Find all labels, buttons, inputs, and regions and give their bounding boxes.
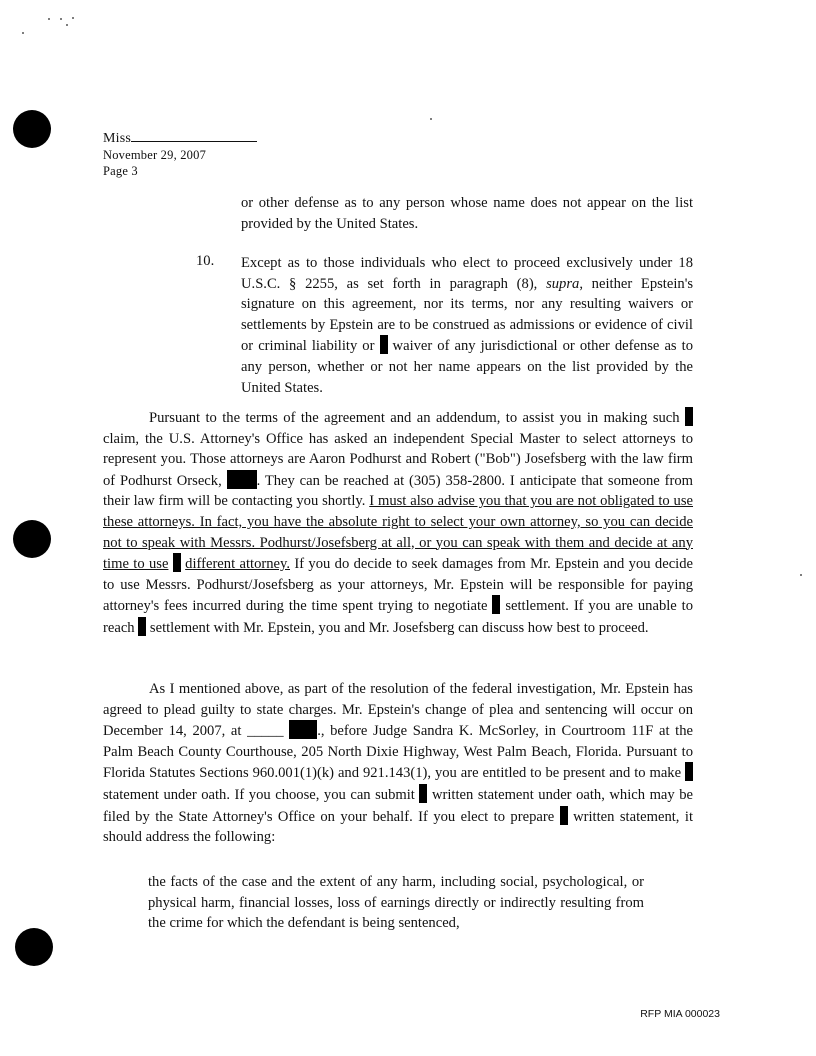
para1-text-f: settlement with Mr. Epstein, you and Mr. Josefsberg can discuss how best to proceed. [149, 619, 649, 636]
recipient-label: Miss [103, 131, 132, 146]
item-10-text-b: , neither Epstein's signature on this agreement, nor its terms, nor any resulting waivers or settlements by Epstein are to be construed as admissions or evidence of civil or criminal liability or [241, 275, 694, 355]
item-10-text-a: Except as to those individuals who elect to proceed exclusively under 18 U.S.C. § 2255, as set forth in paragraph (8), [241, 255, 693, 292]
scan-speck [800, 574, 802, 576]
item-10-paragraph [241, 253, 693, 398]
para1-text-b: claim, the U.S. Attorney's Office has asked an independent Special Master to select attorneys to represent you. Those attorneys are Aaron Podhurst and Robert ("Bob") Josefsberg with the law firm of Podhurst Orseck, [103, 430, 693, 489]
attorneys-paragraph [103, 407, 693, 639]
letter-date: November 29, 2007 [103, 148, 207, 162]
para1-underlined-a: I must also advise you that you are not obligated to use these attorneys. In fact, you have the absolute right to select your own attorney, so you can decide not to speak with Messrs. Podhurst/Josefsberg at all, or you can speak with them and decide at any time to use [103, 493, 694, 573]
punch-hole-middle [13, 520, 51, 558]
redaction-box [173, 553, 181, 572]
continuation-text: or other defense as to any person whose name does not appear on the list provided by the United States. [241, 195, 693, 232]
continuation-paragraph [241, 193, 693, 234]
para2-text-c: statement under oath. If you choose, you can submit [103, 786, 415, 803]
scan-speck [430, 118, 432, 120]
redaction-box [685, 407, 693, 426]
redaction-box [380, 335, 388, 354]
punch-hole-top [13, 110, 51, 148]
para1-text-a: Pursuant to the terms of the agreement and an addendum, to assist you in making such [149, 410, 680, 426]
para1-underlined-b: different attorney. [185, 556, 290, 573]
para2-text-b: ., before Judge Sandra K. McSorley, in Courtroom 11F at the Palm Beach County Courthouse, 205 North Dixie Highway, West Palm Beach, Florida. Pursuant to Florida Statutes Sections 960.001(1)(k) and 921.143(1), you are entitled to be present and to make [103, 723, 693, 782]
recipient-blank [131, 132, 257, 142]
item-number: 10. [196, 253, 215, 269]
redaction-box [685, 762, 693, 781]
scan-speck [66, 24, 68, 26]
para1-text-e: settlement. If you are unable to reach [103, 598, 694, 636]
scan-speck [60, 18, 62, 20]
plea-paragraph [103, 679, 693, 848]
redaction-box [419, 784, 427, 803]
punch-hole-bottom [15, 928, 53, 966]
page-number: Page 3 [103, 164, 138, 178]
redaction-box [560, 806, 568, 825]
para2-text-a: As I mentioned above, as part of the resolution of the federal investigation, Mr. Epstein has agreed to plead guilty to state charges. Mr. Epstein's change of plea and sentencing will occur on December 14, 2007, at _____ [103, 681, 693, 740]
redaction-box [492, 595, 500, 614]
item-10-supra: supra [546, 275, 580, 292]
redaction-box [289, 720, 317, 739]
scan-speck [72, 17, 74, 19]
quote-text: the facts of the case and the extent of any harm, including social, psychological, or physical harm, financial losses, loss of earnings directly or indirectly resulting from the crime for which the defendant is being sentenced, [148, 874, 644, 932]
redaction-box [138, 617, 146, 636]
scan-speck [22, 32, 24, 34]
recipient-line [103, 130, 257, 147]
bates-number: RFP MIA 000023 [640, 1008, 720, 1020]
para1-text-d: If you do decide to seek damages from Mr. Epstein and you decide to use Messrs. Podhurst/Josefsberg as your attorneys, Mr. Epstein will be responsible for paying attorney's fees incurred during the time spent trying to negotiate [103, 556, 694, 615]
redaction-box [227, 470, 257, 489]
item-10-text-c: waiver of any jurisdictional or other defense as to any person, whether or not her name appears on the list provided by the United States. [241, 338, 693, 396]
letter-header [103, 130, 257, 179]
indented-quote [148, 872, 644, 934]
scan-speck [48, 18, 50, 20]
para1-text-c: . They can be reached at (305) 358-2800. I anticipate that someone from their law firm will be contacting you shortly. [103, 472, 693, 510]
para2-text-d: written statement under oath, which may be filed by the State Attorney's Office on your behalf. If you elect to prepare [103, 786, 694, 825]
para2-text-e: written statement, it should address the following: [103, 808, 693, 846]
